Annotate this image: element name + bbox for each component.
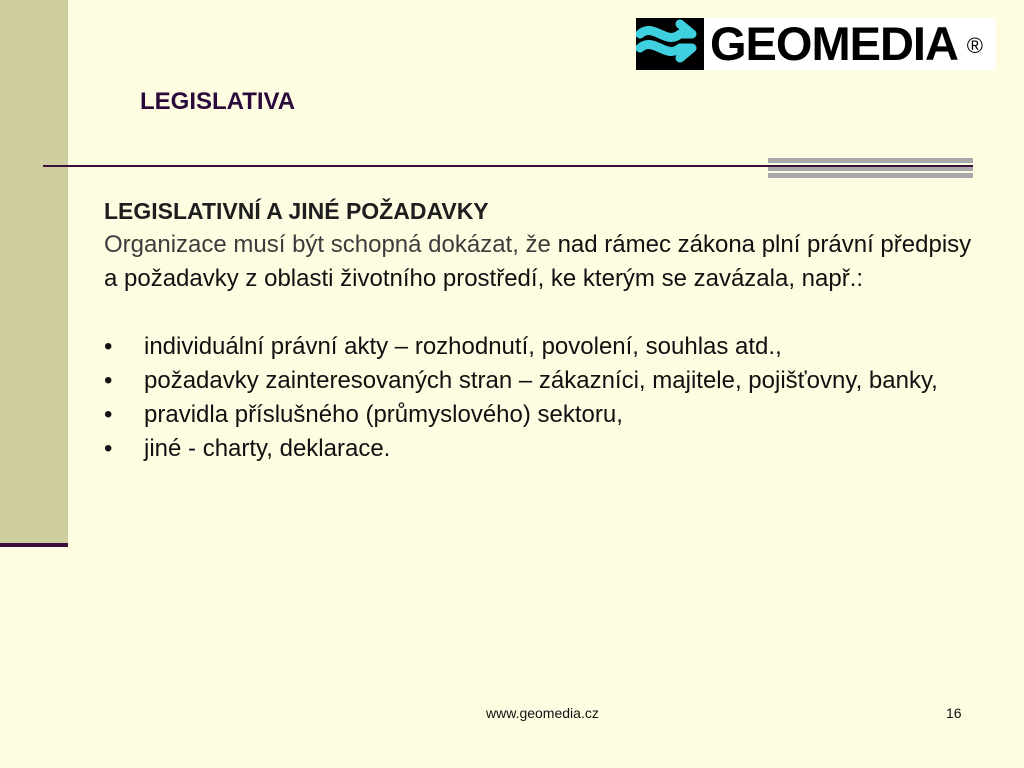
geomedia-logo bbox=[636, 18, 996, 70]
intro-paragraph bbox=[104, 228, 974, 296]
slide-content bbox=[104, 194, 974, 466]
footer-url: www.geomedia.cz bbox=[486, 705, 599, 721]
page-number: 16 bbox=[946, 705, 962, 721]
registered-mark: ® bbox=[966, 33, 982, 58]
left-decorative-band bbox=[0, 0, 68, 546]
bullet-item: • jiné - charty, deklarace. bbox=[104, 432, 974, 466]
bullet-item: • požadavky zainteresovaných stran – zákazníci, majitele, pojišťovny, banky, bbox=[104, 364, 974, 398]
content-heading: LEGISLATIVNÍ A JINÉ POŽADAVKY bbox=[104, 198, 489, 224]
logo-wordmark bbox=[710, 17, 982, 70]
left-band-rule bbox=[0, 543, 68, 547]
bullet-item: • pravidla příslušného (průmyslového) sektoru, bbox=[104, 398, 974, 432]
slide-title: LEGISLATIVA bbox=[140, 88, 296, 115]
intro-text-part1: Organizace musí být schopná dokázat, že bbox=[104, 231, 558, 258]
logo-text: GEOMEDIA bbox=[710, 17, 958, 70]
divider-accent-block bbox=[768, 158, 973, 178]
bullet-item: • individuální právní akty – rozhodnutí, povolení, souhlas atd., bbox=[104, 330, 974, 364]
intro-text-part2: nad rámec zákona plní právní předpisy a požadavky z oblasti životního prostředí, ke kterým se zavázala, např.: bbox=[104, 231, 972, 292]
spacer bbox=[104, 296, 974, 330]
bullet-list bbox=[104, 330, 974, 466]
wave-logo-icon bbox=[636, 18, 704, 70]
